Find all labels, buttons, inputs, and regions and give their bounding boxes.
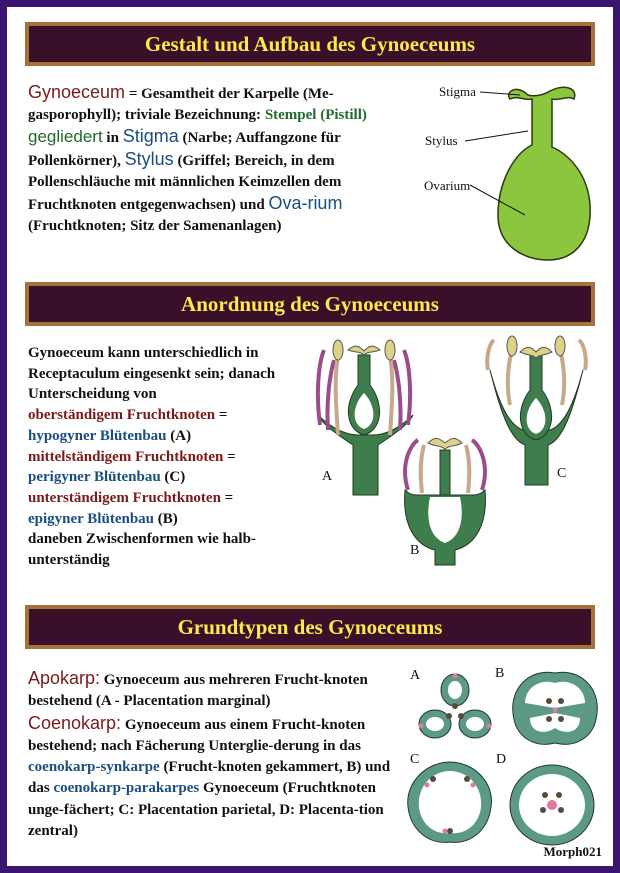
section-banner-arrangement <box>25 282 595 326</box>
term-unterstaendig: unterständigem Fruchtknoten <box>28 489 221 506</box>
section-banner-form <box>25 22 595 66</box>
label-stylus: Stylus <box>425 133 458 148</box>
label-ovarium: Ovarium <box>424 178 471 193</box>
term-apokarp: Apokarp: <box>28 668 101 688</box>
term-stylus: Stylus <box>124 149 174 169</box>
cross-section-d <box>505 760 600 850</box>
label-section-b: B <box>495 666 505 681</box>
section-title: Anordnung des Gynoeceums <box>181 291 439 316</box>
section-title: Gestalt und Aufbau des Gynoeceums <box>144 31 476 56</box>
label-section-d: D <box>496 752 507 767</box>
label-flower-b: B <box>410 543 420 558</box>
cross-section-a <box>415 670 495 750</box>
term-mittelstaendig: mittelständigem Fruchtknoten <box>28 448 224 465</box>
paragraph-gynoeceum: Gynoeceum = Gesamtheit der Karpelle (Me-gasporophyll); triviale Bezeichnung: Stempel (Pistill) gegliedert in Stigma (Narbe; Auffangzone für Pollenkörner), Stylus (Griffel; Bereich, in dem Pollenschläuche mit männlichen Keimzellen dem Fruchtknoten entgegenwachsen) und Ova-rium (Fruchtknoten; Sitz der Samenanlagen) <box>28 82 367 234</box>
paragraph-arrangement: Gynoeceum kann unterschiedlich in Receptaculum eingesenkt sein; danach Unterscheidung von oberständigem Fruchtknoten = hypogyner Blütenbau (A) mittelständigem Fruchtknoten = perigyner Blütenbau (C) unterständigem Fruchtknoten = epigyner Blütenbau (B) daneben Zwischenformen wie halb-unterständig <box>28 345 276 569</box>
figure-code: Morph021 <box>543 844 602 859</box>
term-synkarp: coenokarp-synkarpe <box>28 759 160 776</box>
term-ovarium: Ova-rium <box>268 193 343 213</box>
term-oberstaendig: oberständigem Fruchtknoten <box>28 407 216 424</box>
label-section-a: A <box>410 668 421 683</box>
pistil-diagram <box>420 75 610 270</box>
term-stigma: Stigma <box>122 126 179 146</box>
term-hypogyn: hypogyner Blütenbau <box>28 427 167 444</box>
cross-section-b <box>505 663 605 753</box>
cross-section-c <box>403 757 498 847</box>
term-stempel: Stempel (Pistill) <box>264 107 367 123</box>
label-flower-a: A <box>322 469 333 484</box>
section-banner-types <box>25 605 595 649</box>
term-epigyn: epigyner Blütenbau <box>28 510 154 527</box>
term-gynoeceum: Gynoeceum <box>28 82 126 102</box>
flower-diagram-c <box>480 330 590 490</box>
term-coenokarp: Coenokarp: <box>28 712 122 733</box>
term-parakarp: coenokarp-parakarpes <box>53 780 200 797</box>
label-stigma: Stigma <box>439 84 476 99</box>
term-perigyn: perigyner Blütenbau <box>28 469 161 486</box>
label-section-c: C <box>410 752 420 767</box>
paragraph-types: Apokarp: Gynoeceum aus mehreren Frucht-knoten bestehend (A - Placentation marginal) Coenokarp: Gynoeceum aus einem Frucht-knoten bestehend; nach Fächerung Unterglie-derung in das coenokarp-synkarpe (Frucht-knoten gekammert, B) und das coenokarp-parakarpes Gynoeceum (Fruchtknoten unge-fächert; C: Placentation parietal, D: Placenta-tion zentral) <box>28 668 391 840</box>
label-flower-c: C <box>557 466 567 481</box>
section-title: Grundtypen des Gynoeceums <box>177 614 443 639</box>
term-gegliedert: gegliedert <box>28 127 103 146</box>
